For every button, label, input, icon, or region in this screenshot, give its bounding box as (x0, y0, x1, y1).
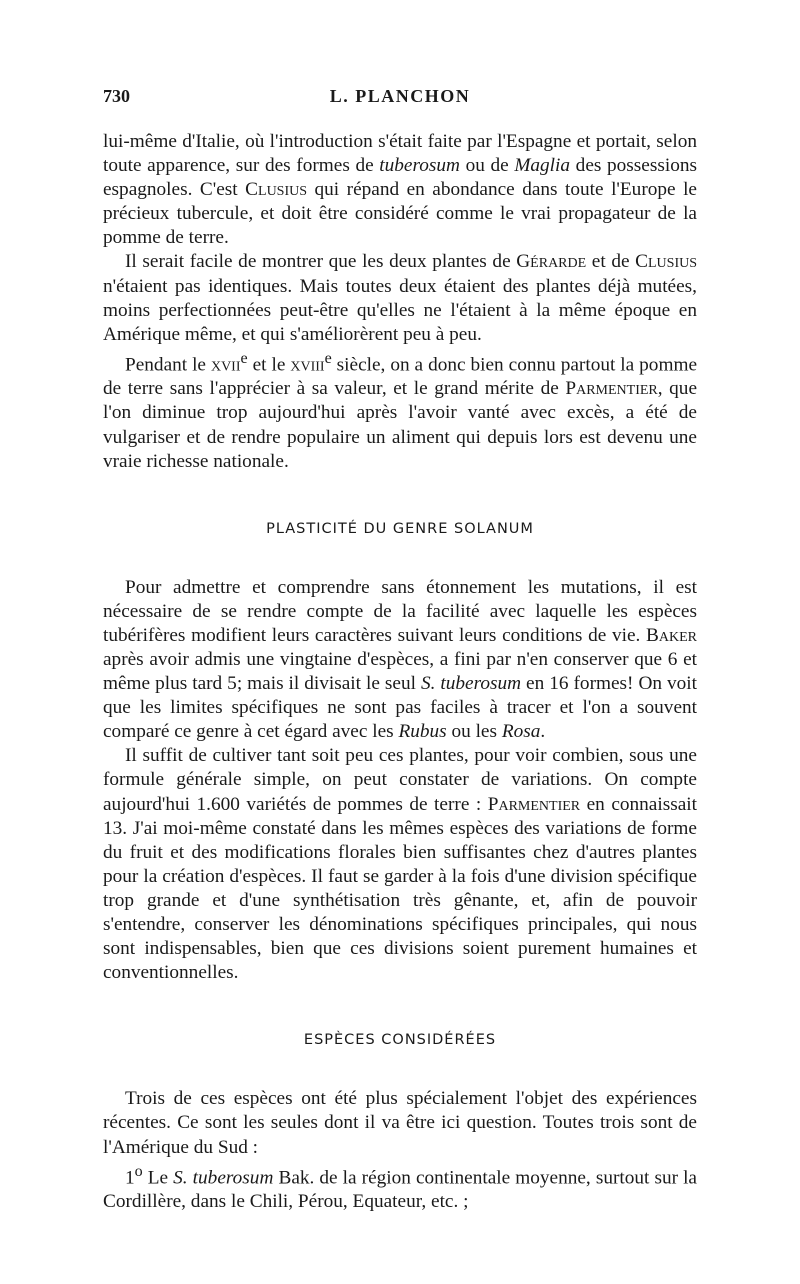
author-name: Clusius (245, 179, 308, 201)
section-heading-plasticite: PLASTICITÉ DU GENRE SOLANUM (266, 520, 534, 537)
italic-term: S. tuberosum (420, 673, 522, 695)
text-run: et de (586, 251, 636, 273)
text-run: , que l'on diminue trop aujourd'hui après l'avoir vanté avec excès, a été de vulgariser et de rendre populaire un aliment qui depuis lors est devenu une vraie richesse nationale. (103, 378, 697, 472)
text-run: des possessions espagnoles. C'est (103, 155, 697, 201)
italic-term: Rubus (398, 721, 447, 743)
text-run: qui répand en abondance dans toute l'Europe le précieux tubercule, et doit être considéré comme le vrai propagateur de la pomme de terre. (103, 179, 697, 249)
text-run: Il serait facile de montrer que les deux plantes de (125, 251, 517, 273)
page-number: 730 (103, 86, 130, 106)
italic-term: S. tuberosum (173, 1167, 274, 1189)
text-run: Il suffit de cultiver tant soit peu ces plantes, pour voir combien, sous une formule générale simple, on peut constater de variations. On compte aujourd'hui 1.600 variétés de pommes de terre : (103, 745, 697, 815)
author-name: Parmentier (565, 378, 658, 400)
text-run: siècle, on a donc bien connu partout la pomme de terre sans l'apprécier à sa valeur, et le grand mérite de (103, 354, 698, 400)
paragraph-2 (103, 250, 697, 346)
text-run: ou de (459, 155, 515, 177)
paragraph-3 (103, 347, 697, 474)
text-run: en 16 formes! On voit que les limites spécifiques ne sont pas faciles à tracer et l'on a souvent comparé ce genre à cet égard avec les (103, 673, 697, 743)
page-body (103, 130, 697, 1214)
text-run: . (540, 721, 546, 743)
text-run: Bak. de la région continentale moyenne, surtout sur la Cordillère, dans le Chili, Pérou, Equateur, etc. ; (103, 1167, 697, 1213)
text-run: Pendant le (125, 354, 211, 376)
superscript: o (134, 1162, 143, 1180)
text-run: Le (142, 1167, 174, 1189)
running-head: L. PLANCHON (329, 86, 471, 106)
italic-term: tuberosum (379, 155, 460, 177)
text-run: 1 (125, 1167, 135, 1189)
text-run: après avoir admis une vingtaine d'espèces, a fini par n'en conserver que 6 et même plus tard 5; mais il divisait le seul (103, 649, 697, 695)
book-page (103, 86, 697, 1214)
text-run: n'étaient pas identiques. Mais toutes deux étaient des plantes déjà mutées, moins perfectionnées peut-être qu'elles ne l'étaient à la même époque en Amérique même, et qui s'améliorèrent peu à peu. (103, 275, 697, 345)
page-header (103, 86, 697, 112)
author-name: Parmentier (487, 793, 581, 815)
century-numeral: xviii (290, 354, 325, 376)
text-run: Trois de ces espèces ont été plus spécialement l'objet des expériences récentes. Ce sont les seules dont il va être ici question. Toutes trois sont de l'Amérique du Sud : (103, 1088, 697, 1158)
paragraph-5 (103, 744, 697, 985)
author-name: Baker (646, 624, 697, 646)
paragraph-7 (103, 1160, 697, 1215)
text-run: Pour admettre et comprendre sans étonnement les mutations, il est nécessaire de se rendre compte de la facilité avec laquelle les espèces tubérifères modifient leurs caractères suivant leurs conditions de vie. (103, 576, 697, 646)
paragraph-6 (103, 1087, 697, 1159)
italic-term: Rosa (501, 721, 541, 743)
paragraph-1 (103, 130, 697, 250)
text-run: et le (247, 354, 291, 376)
text-run: ou les (446, 721, 502, 743)
italic-term: Maglia (514, 155, 571, 177)
author-name: Clusius (635, 251, 698, 273)
text-run: en connaissait 13. J'ai moi-même constaté dans les mêmes espèces des variations de forme du fruit et des modifications florales bien suffisantes chez d'autres plantes pour la création d'espèces. Il faut se garder à la fois d'une division spécifique trop grande et d'une synthétisation très gênante, et, afin de pouvoir s'entendre, conserver les dénominations spécifiques principales, qui nous sont indispensables, bien que ces divisions soient purement humaines et conventionnelles. (103, 793, 697, 984)
text-run: lui-même d'Italie, où l'introduction s'était faite par l'Espagne et portait, selon toute apparence, sur des formes de (103, 131, 697, 177)
superscript: e (240, 349, 248, 367)
paragraph-4 (103, 576, 697, 745)
century-numeral: xvii (210, 354, 241, 376)
author-name: Gérarde (516, 251, 587, 273)
section-heading-especes: ESPÈCES CONSIDÉRÉES (303, 1032, 497, 1049)
superscript: e (324, 349, 332, 367)
